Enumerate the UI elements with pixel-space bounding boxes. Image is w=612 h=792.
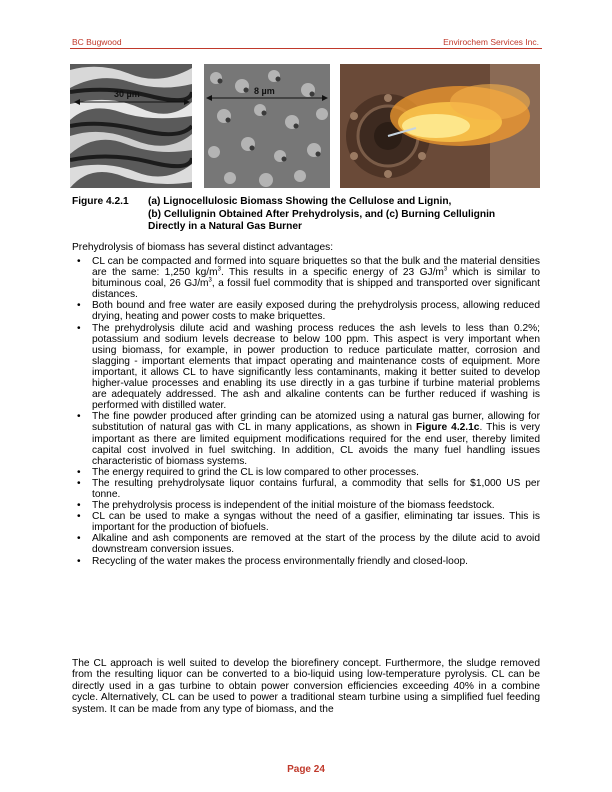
page-number: 24 — [313, 764, 325, 775]
figure-image-c — [340, 64, 540, 188]
list-item: • The resulting prehydrolysate liquor contains furfural, a commodity that sells for $1,000 US per tonne. — [72, 478, 540, 500]
intro-text: Prehydrolysis of biomass has several distinct advantages: — [72, 242, 334, 253]
list-item: • CL can be compacted and formed into square briquettes so that the bulk and the material densities are the same: 1,250 $kg/m^3$. This results in a specific energy of 23 $GJ/m^3$ which is similar to bituminous coal, 26 $GJ/m^3$, a fossil fuel commodity that is shipped and transported over significant distances. — [72, 256, 540, 300]
body-paragraph: The CL approach is well suited to develop the biorefinery concept. Furthermore, the sludge removed from the resulting liquor can be converted to a bio-liquid using low-temperature pyrolysis. CL can be directly used in a gas turbine to obtain power conversion efficiencies exceeding 40% in a combine cycle. Alternatively, CL can be used to power a traditional steam turbine using a simplified fuel feeding system. It can be made from any type of biomass, and the — [72, 658, 540, 715]
figure-number: Figure 4.2.1 — [72, 196, 129, 207]
list-item: • Recycling of the water makes the process environmentally friendly and closed-loop. — [72, 556, 540, 567]
list-item: • The fine powder produced after grinding can be atomized using a natural gas burner, allowing for substitution of natural gas with CL in many applications, as shown in Figure 4.2.1c. This is very important as there are limited equipment modifications required for the end user, thereby limited capital cost involved in fuel switching. In addition, CL avoids the many fuel handling issues characteristic of biomass systems. — [72, 411, 540, 466]
header-right: Envirochem Services Inc. — [443, 37, 539, 47]
list-item: • The prehydrolysis dilute acid and washing process reduces the ash levels to less than 0.2%; potassium and sodium levels decrease to below 100 ppm. This aspect is very important when using biomass, for example, in power production to reduce particulate matter, corrosion and slagging - important elements that impact operating and maintenance costs of equipment. More important, it allows CL to have significantly less contaminants, making it better suited to develop higher-value processes and enabling its use directly in a gas turbine if turbine material problems are adequately addressed. The ash and alkaline contents can be further reduced if washing is performed with distilled water. — [72, 323, 540, 412]
header-rule — [70, 48, 542, 49]
caption-line: (a) Lignocellulosic Biomass Showing the Cellulose and Lignin, — [148, 196, 452, 207]
page-label: Page — [287, 764, 311, 775]
list-item: • Alkaline and ash components are removed at the start of the process by the dilute acid to avoid downstream conversion issues. — [72, 533, 540, 555]
scale-label-b: 8 µm — [254, 86, 275, 96]
figure-image-b — [204, 64, 330, 188]
header-left: BC Bugwood — [72, 37, 122, 47]
caption-line: (b) Cellulignin Obtained After Prehydrolysis, and (c) Burning Cellulignin — [148, 208, 496, 220]
figure-image-a — [70, 64, 192, 188]
caption-line: Directly in a Natural Gas Burner — [148, 221, 302, 232]
scale-label-a: 30 µm — [114, 89, 140, 99]
list-item: • CL can be used to make a syngas without the need of a gasifier, eliminating tar issues. This is important for the production of biofuels. — [72, 511, 540, 533]
list-item: • The energy required to grind the CL is low compared to other processes. — [72, 467, 540, 478]
advantages-list — [72, 256, 540, 567]
list-item: • Both bound and free water are easily exposed during the prehydrolysis process, allowing reduced drying, heating and power costs to make briquettes. — [72, 300, 540, 322]
figure-caption-text — [148, 196, 548, 234]
list-item: • The prehydrolysis process is independent of the initial moisture of the biomass feedstock. — [72, 500, 540, 511]
page-footer — [0, 764, 612, 775]
figure-reference: Figure 4.2.1c — [416, 422, 480, 434]
